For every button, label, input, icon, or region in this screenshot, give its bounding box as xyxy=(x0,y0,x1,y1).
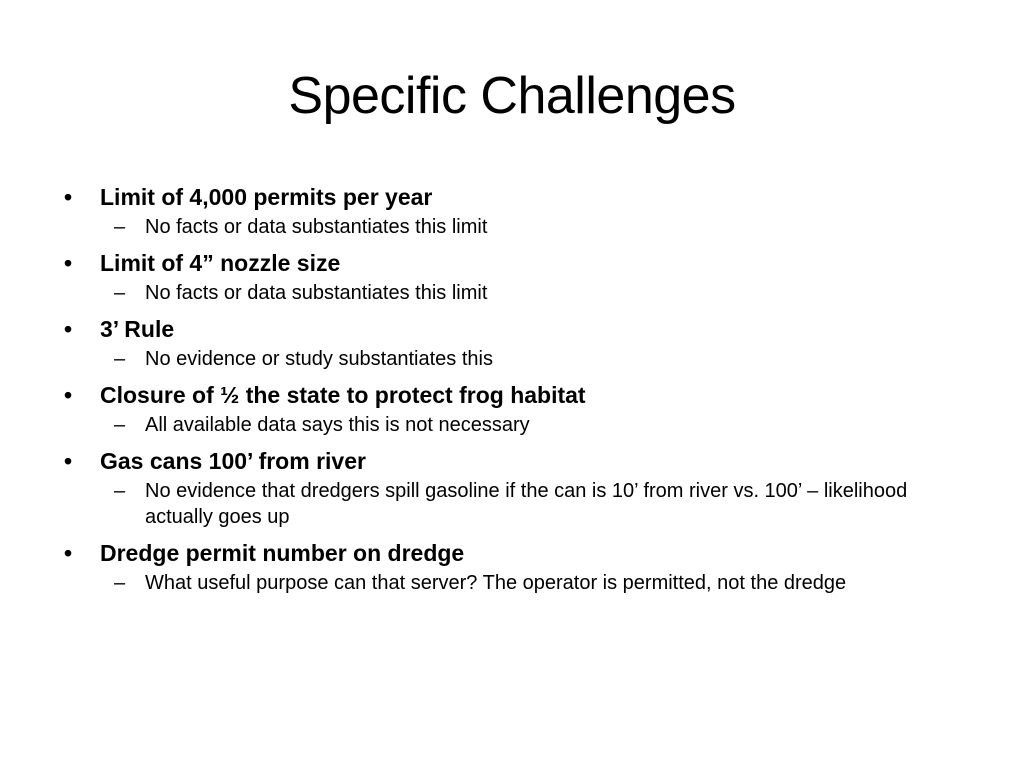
sub-bullet-item xyxy=(60,478,960,530)
sub-bullet-list xyxy=(60,570,960,602)
bullet-row xyxy=(60,312,960,346)
sub-bullet-item xyxy=(60,280,960,306)
bullet-icon: • xyxy=(64,448,73,474)
sub-bullet-item xyxy=(60,214,960,240)
bullet-text: Dredge permit number on dredge xyxy=(100,540,465,566)
sub-bullet-item xyxy=(60,570,960,596)
bullet-item xyxy=(60,180,960,246)
sub-bullet-text: All available data says this is not necessary xyxy=(145,414,530,436)
sub-bullet-text: No evidence that dredgers spill gasoline if the can is 10’ from river vs. 100’ – likelihood actually goes up xyxy=(145,480,908,528)
sub-bullet-text: What useful purpose can that server? The operator is permitted, not the dredge xyxy=(145,572,847,594)
bullet-row xyxy=(60,246,960,280)
bullet-text: 3’ Rule xyxy=(100,316,175,342)
dash-icon: – xyxy=(114,348,126,370)
bullet-row xyxy=(60,378,960,412)
bullet-item xyxy=(60,378,960,444)
bullet-icon: • xyxy=(64,184,73,210)
sub-bullet-list xyxy=(60,214,960,246)
bullet-list xyxy=(60,180,960,602)
bullet-row xyxy=(60,536,960,570)
sub-bullet-list xyxy=(60,478,960,536)
bullet-icon: • xyxy=(64,382,73,408)
dash-icon: – xyxy=(114,282,126,304)
bullet-item xyxy=(60,312,960,378)
bullet-icon: • xyxy=(64,250,73,276)
bullet-text: Gas cans 100’ from river xyxy=(100,448,366,474)
bullet-item xyxy=(60,246,960,312)
bullet-text: Limit of 4” nozzle size xyxy=(100,250,341,276)
dash-icon: – xyxy=(114,572,126,594)
bullet-item xyxy=(60,444,960,536)
bullet-item xyxy=(60,536,960,602)
sub-bullet-item xyxy=(60,346,960,372)
bullet-text: Limit of 4,000 permits per year xyxy=(100,184,433,210)
bullet-row xyxy=(60,444,960,478)
bullet-icon: • xyxy=(64,316,73,342)
dash-icon: – xyxy=(114,414,126,436)
bullet-icon: • xyxy=(64,540,73,566)
bullet-text: Closure of ½ the state to protect frog habitat xyxy=(100,382,586,408)
dash-icon: – xyxy=(114,480,126,502)
bullet-row xyxy=(60,180,960,214)
sub-bullet-text: No facts or data substantiates this limit xyxy=(145,282,488,304)
sub-bullet-list xyxy=(60,280,960,312)
sub-bullet-item xyxy=(60,412,960,438)
sub-bullet-list xyxy=(60,412,960,444)
dash-icon: – xyxy=(114,216,126,238)
slide-title: Specific Challenges xyxy=(288,67,736,125)
sub-bullet-text: No evidence or study substantiates this xyxy=(145,348,493,370)
sub-bullet-text: No facts or data substantiates this limit xyxy=(145,216,488,238)
sub-bullet-list xyxy=(60,346,960,378)
